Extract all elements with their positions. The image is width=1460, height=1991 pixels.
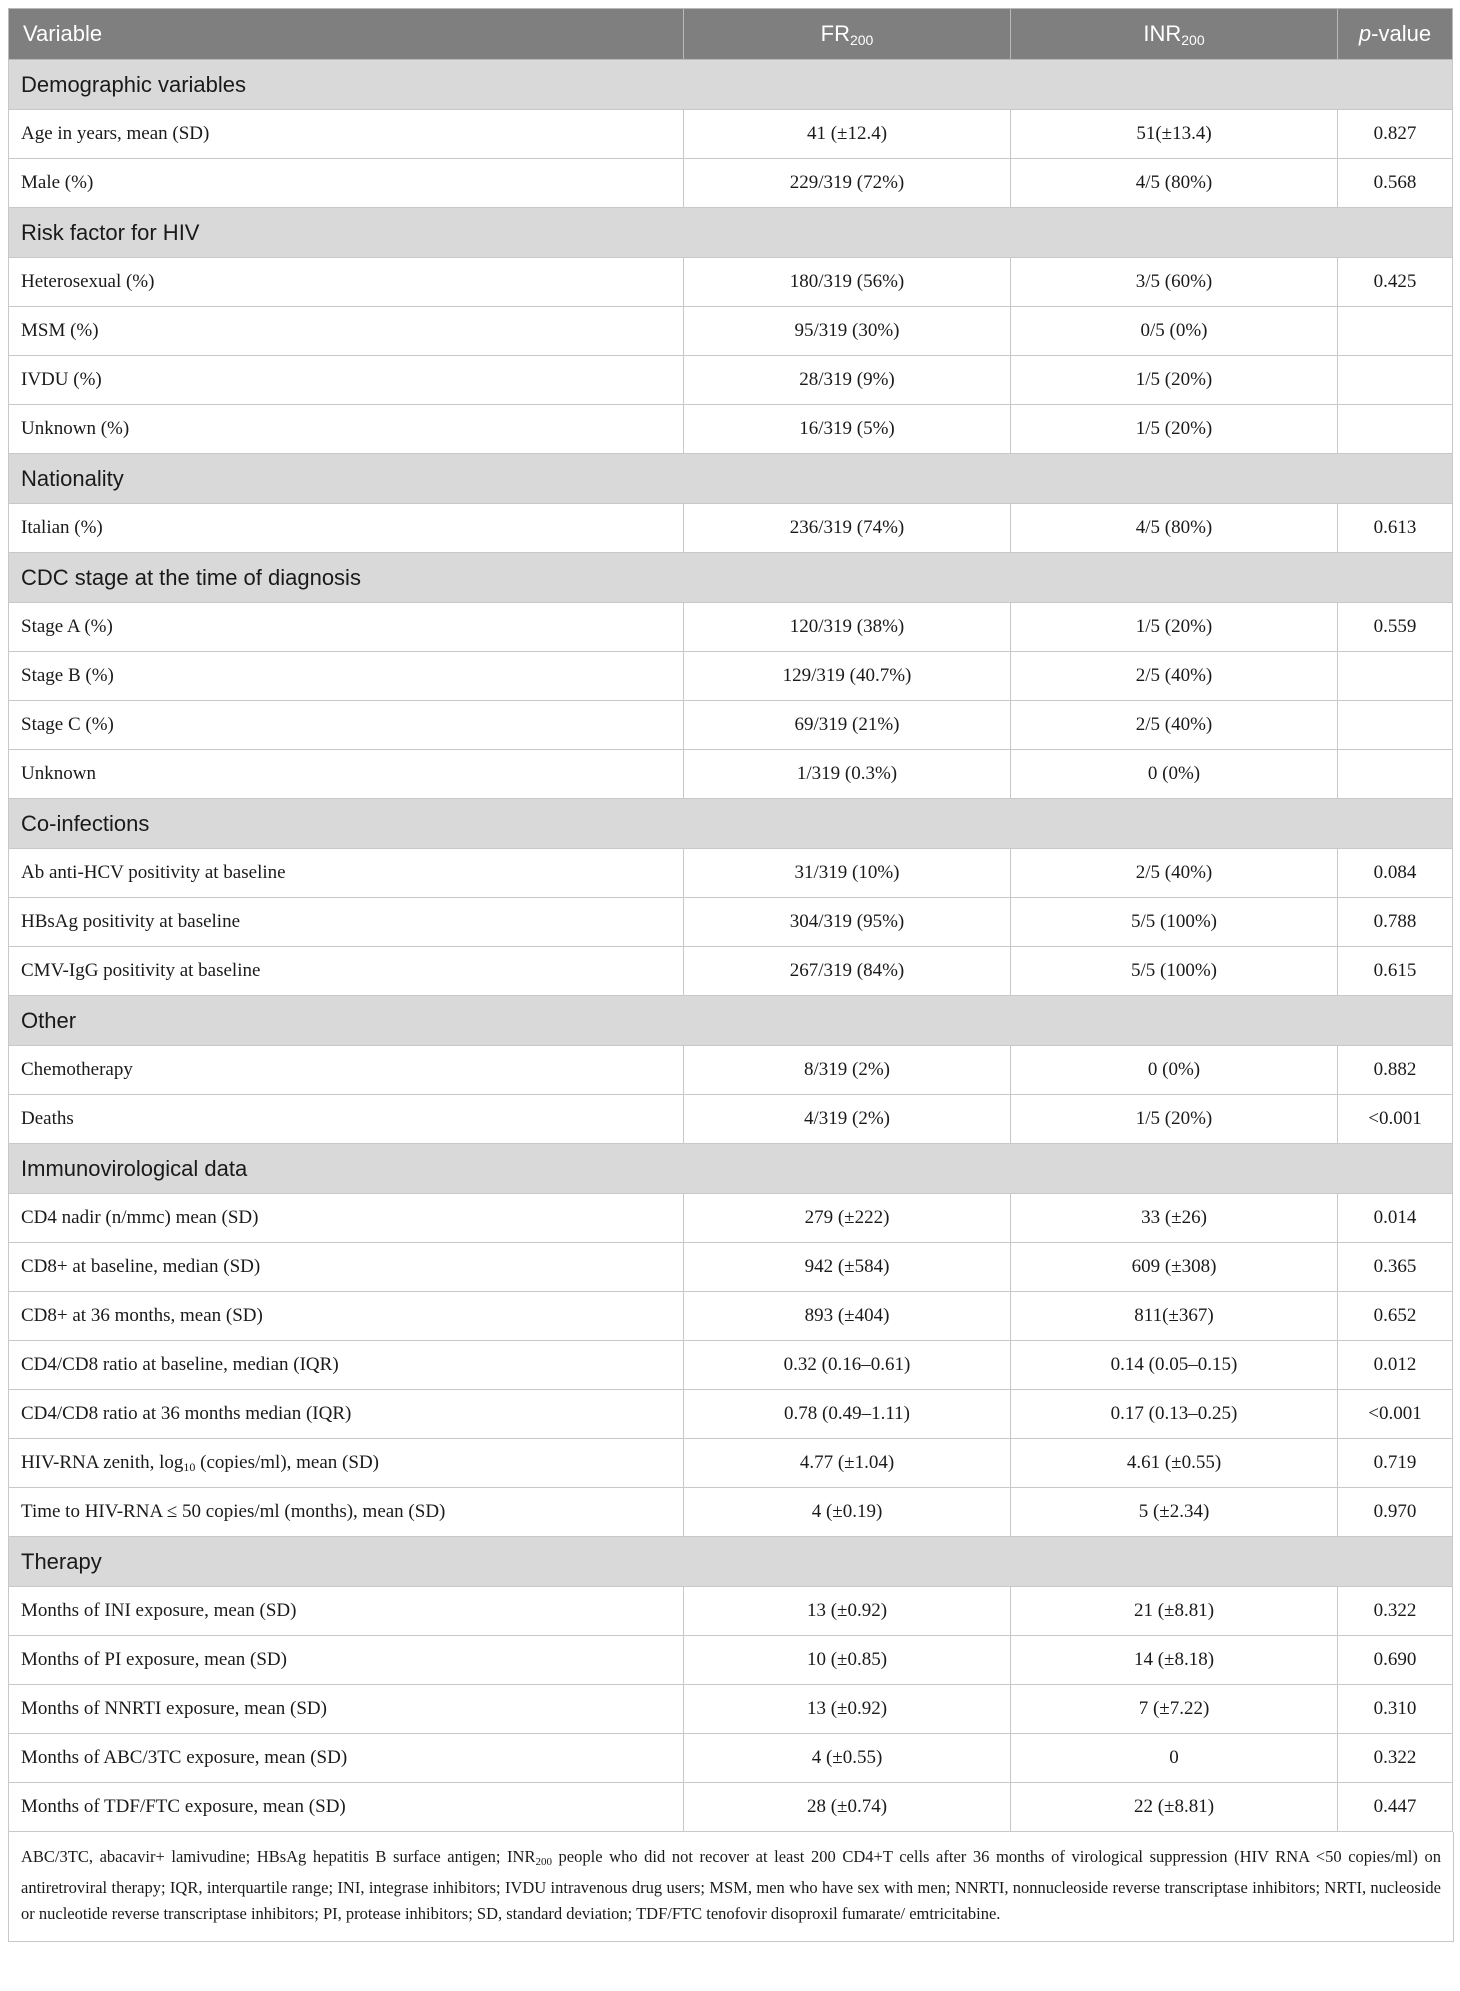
p-value: 0.652 <box>1338 1292 1453 1341</box>
inr200-value: 0.17 (0.13–0.25) <box>1011 1390 1338 1439</box>
header-row <box>9 9 1453 60</box>
fr200-value: 1/319 (0.3%) <box>684 750 1011 799</box>
p-value: 0.615 <box>1338 947 1453 996</box>
table-row <box>9 750 1453 799</box>
inr200-value: 3/5 (60%) <box>1011 258 1338 307</box>
inr200-value: 51(±13.4) <box>1011 110 1338 159</box>
inr200-value: 14 (±8.18) <box>1011 1636 1338 1685</box>
p-value <box>1338 701 1453 750</box>
table-row <box>9 1390 1453 1439</box>
table-row <box>9 603 1453 652</box>
table-row <box>9 1439 1453 1488</box>
row-label: Months of NNRTI exposure, mean (SD) <box>9 1685 684 1734</box>
p-value: 0.568 <box>1338 159 1453 208</box>
inr200-value: 4/5 (80%) <box>1011 504 1338 553</box>
fr200-value: 13 (±0.92) <box>684 1587 1011 1636</box>
table-body <box>9 60 1453 1832</box>
row-label <box>9 1439 684 1488</box>
inr200-value: 1/5 (20%) <box>1011 603 1338 652</box>
row-label: Deaths <box>9 1095 684 1144</box>
row-label: Months of PI exposure, mean (SD) <box>9 1636 684 1685</box>
fr200-value: 4/319 (2%) <box>684 1095 1011 1144</box>
table-row <box>9 947 1453 996</box>
p-value: 0.690 <box>1338 1636 1453 1685</box>
section-row <box>9 799 1453 849</box>
results-table <box>8 8 1453 1832</box>
p-value: 0.827 <box>1338 110 1453 159</box>
header-p-value <box>1338 9 1453 60</box>
row-label: Heterosexual (%) <box>9 258 684 307</box>
fr200-value: 0.32 (0.16–0.61) <box>684 1341 1011 1390</box>
table-row <box>9 159 1453 208</box>
section-title: Immunovirological data <box>9 1144 1453 1194</box>
header-inr-sub: 200 <box>1181 31 1205 48</box>
fr200-value: 4.77 (±1.04) <box>684 1439 1011 1488</box>
fr200-value: 120/319 (38%) <box>684 603 1011 652</box>
table-row <box>9 1488 1453 1537</box>
row-label: CMV-IgG positivity at baseline <box>9 947 684 996</box>
row-label: IVDU (%) <box>9 356 684 405</box>
inr200-value: 2/5 (40%) <box>1011 701 1338 750</box>
table-row <box>9 1243 1453 1292</box>
table-row <box>9 898 1453 947</box>
inr200-value: 5 (±2.34) <box>1011 1488 1338 1537</box>
row-label: Male (%) <box>9 159 684 208</box>
row-label: Unknown <box>9 750 684 799</box>
section-row <box>9 1537 1453 1587</box>
p-value: 0.613 <box>1338 504 1453 553</box>
fr200-value: 129/319 (40.7%) <box>684 652 1011 701</box>
fr200-value: 4 (±0.19) <box>684 1488 1011 1537</box>
inr200-value: 2/5 (40%) <box>1011 849 1338 898</box>
inr200-value: 0/5 (0%) <box>1011 307 1338 356</box>
inr200-value: 0 (0%) <box>1011 1046 1338 1095</box>
table-row <box>9 1292 1453 1341</box>
section-title: Other <box>9 996 1453 1046</box>
inr200-value: 1/5 (20%) <box>1011 1095 1338 1144</box>
fr200-value: 942 (±584) <box>684 1243 1011 1292</box>
fr200-value: 229/319 (72%) <box>684 159 1011 208</box>
p-value: 0.719 <box>1338 1439 1453 1488</box>
header-fr200 <box>684 9 1011 60</box>
header-fr-sub: 200 <box>849 31 874 48</box>
inr200-value: 0 <box>1011 1734 1338 1783</box>
table-row <box>9 1783 1453 1832</box>
table-row <box>9 110 1453 159</box>
p-value: 0.322 <box>1338 1587 1453 1636</box>
table-row <box>9 1194 1453 1243</box>
table-row <box>9 1636 1453 1685</box>
table-row <box>9 1587 1453 1636</box>
footnote-post: people who did not recover at least 200 CD4+T cells after 36 months of virological suppression (HIV RNA <50 copies/ml) on antiretroviral therapy; IQR, interquartile range; INI, integrase inhibitors; IVDU intravenous drug users; MSM, men who have sex with men; NNRTI, nonnucleoside reverse transcriptase inhibitors; NRTI, nucleoside or nucleotide reverse transcriptase inhibitors; PI, protease inhibitors; SD, standard deviation; TDF/FTC tenofovir disoproxil fumarate/ emtricitabine. <box>21 1847 1441 1923</box>
fr200-value: 28 (±0.74) <box>684 1783 1011 1832</box>
section-row <box>9 553 1453 603</box>
p-value: 0.788 <box>1338 898 1453 947</box>
row-label: Italian (%) <box>9 504 684 553</box>
row-label: Months of INI exposure, mean (SD) <box>9 1587 684 1636</box>
header-inr200 <box>1011 9 1338 60</box>
row-label: CD4 nadir (n/mmc) mean (SD) <box>9 1194 684 1243</box>
inr200-value: 1/5 (20%) <box>1011 356 1338 405</box>
fr200-value: 95/319 (30%) <box>684 307 1011 356</box>
inr200-value: 0 (0%) <box>1011 750 1338 799</box>
row-label: Stage A (%) <box>9 603 684 652</box>
inr200-value: 7 (±7.22) <box>1011 1685 1338 1734</box>
table-row <box>9 504 1453 553</box>
p-value: 0.322 <box>1338 1734 1453 1783</box>
footnote-sub: 200 <box>535 1856 552 1868</box>
p-value: 0.970 <box>1338 1488 1453 1537</box>
table-row <box>9 405 1453 454</box>
header-inr-base: INR <box>1143 20 1182 46</box>
p-value: 0.882 <box>1338 1046 1453 1095</box>
section-title: Therapy <box>9 1537 1453 1587</box>
row-label: Ab anti-HCV positivity at baseline <box>9 849 684 898</box>
section-row <box>9 1144 1453 1194</box>
section-row <box>9 454 1453 504</box>
row-label: Months of TDF/FTC exposure, mean (SD) <box>9 1783 684 1832</box>
header-variable: Variable <box>9 9 684 60</box>
inr200-value: 0.14 (0.05–0.15) <box>1011 1341 1338 1390</box>
table-row <box>9 1685 1453 1734</box>
fr200-value: 180/319 (56%) <box>684 258 1011 307</box>
section-row <box>9 996 1453 1046</box>
table-container <box>8 8 1452 1942</box>
inr200-value: 811(±367) <box>1011 1292 1338 1341</box>
header-p-italic: p <box>1358 21 1372 46</box>
fr200-value: 304/319 (95%) <box>684 898 1011 947</box>
row-label: CD4/CD8 ratio at 36 months median (IQR) <box>9 1390 684 1439</box>
inr200-value: 21 (±8.81) <box>1011 1587 1338 1636</box>
fr200-value: 8/319 (2%) <box>684 1046 1011 1095</box>
row-label: HBsAg positivity at baseline <box>9 898 684 947</box>
inr200-value: 33 (±26) <box>1011 1194 1338 1243</box>
table-row <box>9 652 1453 701</box>
fr200-value: 267/319 (84%) <box>684 947 1011 996</box>
fr200-value: 279 (±222) <box>684 1194 1011 1243</box>
p-value <box>1338 750 1453 799</box>
p-value: 0.012 <box>1338 1341 1453 1390</box>
p-value: 0.084 <box>1338 849 1453 898</box>
row-label: Age in years, mean (SD) <box>9 110 684 159</box>
table-row <box>9 307 1453 356</box>
row-label: CD4/CD8 ratio at baseline, median (IQR) <box>9 1341 684 1390</box>
inr200-value: 4.61 (±0.55) <box>1011 1439 1338 1488</box>
fr200-value: 10 (±0.85) <box>684 1636 1011 1685</box>
row-label: Chemotherapy <box>9 1046 684 1095</box>
table-row <box>9 1046 1453 1095</box>
row-label-sub: 10 <box>183 1459 196 1474</box>
fr200-value: 16/319 (5%) <box>684 405 1011 454</box>
p-value: <0.001 <box>1338 1095 1453 1144</box>
row-label: CD8+ at 36 months, mean (SD) <box>9 1292 684 1341</box>
table-row <box>9 849 1453 898</box>
p-value: 0.365 <box>1338 1243 1453 1292</box>
table-row <box>9 1341 1453 1390</box>
p-value: <0.001 <box>1338 1390 1453 1439</box>
fr200-value: 236/319 (74%) <box>684 504 1011 553</box>
p-value: 0.447 <box>1338 1783 1453 1832</box>
row-label-pre: HIV-RNA zenith, log <box>21 1451 184 1473</box>
header-p-rest: -value <box>1371 21 1432 46</box>
row-label: Stage B (%) <box>9 652 684 701</box>
table-row <box>9 356 1453 405</box>
inr200-value: 22 (±8.81) <box>1011 1783 1338 1832</box>
fr200-value: 0.78 (0.49–1.11) <box>684 1390 1011 1439</box>
row-label: Months of ABC/3TC exposure, mean (SD) <box>9 1734 684 1783</box>
row-label: Unknown (%) <box>9 405 684 454</box>
inr200-value: 4/5 (80%) <box>1011 159 1338 208</box>
table-row <box>9 258 1453 307</box>
fr200-value: 41 (±12.4) <box>684 110 1011 159</box>
inr200-value: 2/5 (40%) <box>1011 652 1338 701</box>
section-title: Demographic variables <box>9 60 1453 110</box>
section-title: CDC stage at the time of diagnosis <box>9 553 1453 603</box>
section-row <box>9 60 1453 110</box>
table-row <box>9 1734 1453 1783</box>
p-value <box>1338 405 1453 454</box>
p-value: 0.310 <box>1338 1685 1453 1734</box>
table-row <box>9 701 1453 750</box>
inr200-value: 1/5 (20%) <box>1011 405 1338 454</box>
inr200-value: 5/5 (100%) <box>1011 898 1338 947</box>
table-footnote <box>8 1832 1454 1942</box>
row-label: Time to HIV-RNA ≤ 50 copies/ml (months), mean (SD) <box>9 1488 684 1537</box>
section-row <box>9 208 1453 258</box>
section-title: Nationality <box>9 454 1453 504</box>
row-label: CD8+ at baseline, median (SD) <box>9 1243 684 1292</box>
fr200-value: 69/319 (21%) <box>684 701 1011 750</box>
fr200-value: 31/319 (10%) <box>684 849 1011 898</box>
section-title: Co-infections <box>9 799 1453 849</box>
p-value <box>1338 356 1453 405</box>
section-title: Risk factor for HIV <box>9 208 1453 258</box>
row-label: MSM (%) <box>9 307 684 356</box>
p-value: 0.014 <box>1338 1194 1453 1243</box>
table-row <box>9 1095 1453 1144</box>
row-label-post: (copies/ml), mean (SD) <box>195 1451 379 1473</box>
p-value <box>1338 652 1453 701</box>
row-label: Stage C (%) <box>9 701 684 750</box>
fr200-value: 893 (±404) <box>684 1292 1011 1341</box>
fr200-value: 28/319 (9%) <box>684 356 1011 405</box>
inr200-value: 609 (±308) <box>1011 1243 1338 1292</box>
header-fr-base: FR <box>820 20 850 46</box>
inr200-value: 5/5 (100%) <box>1011 947 1338 996</box>
fr200-value: 13 (±0.92) <box>684 1685 1011 1734</box>
fr200-value: 4 (±0.55) <box>684 1734 1011 1783</box>
p-value: 0.425 <box>1338 258 1453 307</box>
p-value <box>1338 307 1453 356</box>
footnote-pre: ABC/3TC, abacavir+ lamivudine; HBsAg hepatitis B surface antigen; INR <box>21 1847 536 1866</box>
p-value: 0.559 <box>1338 603 1453 652</box>
